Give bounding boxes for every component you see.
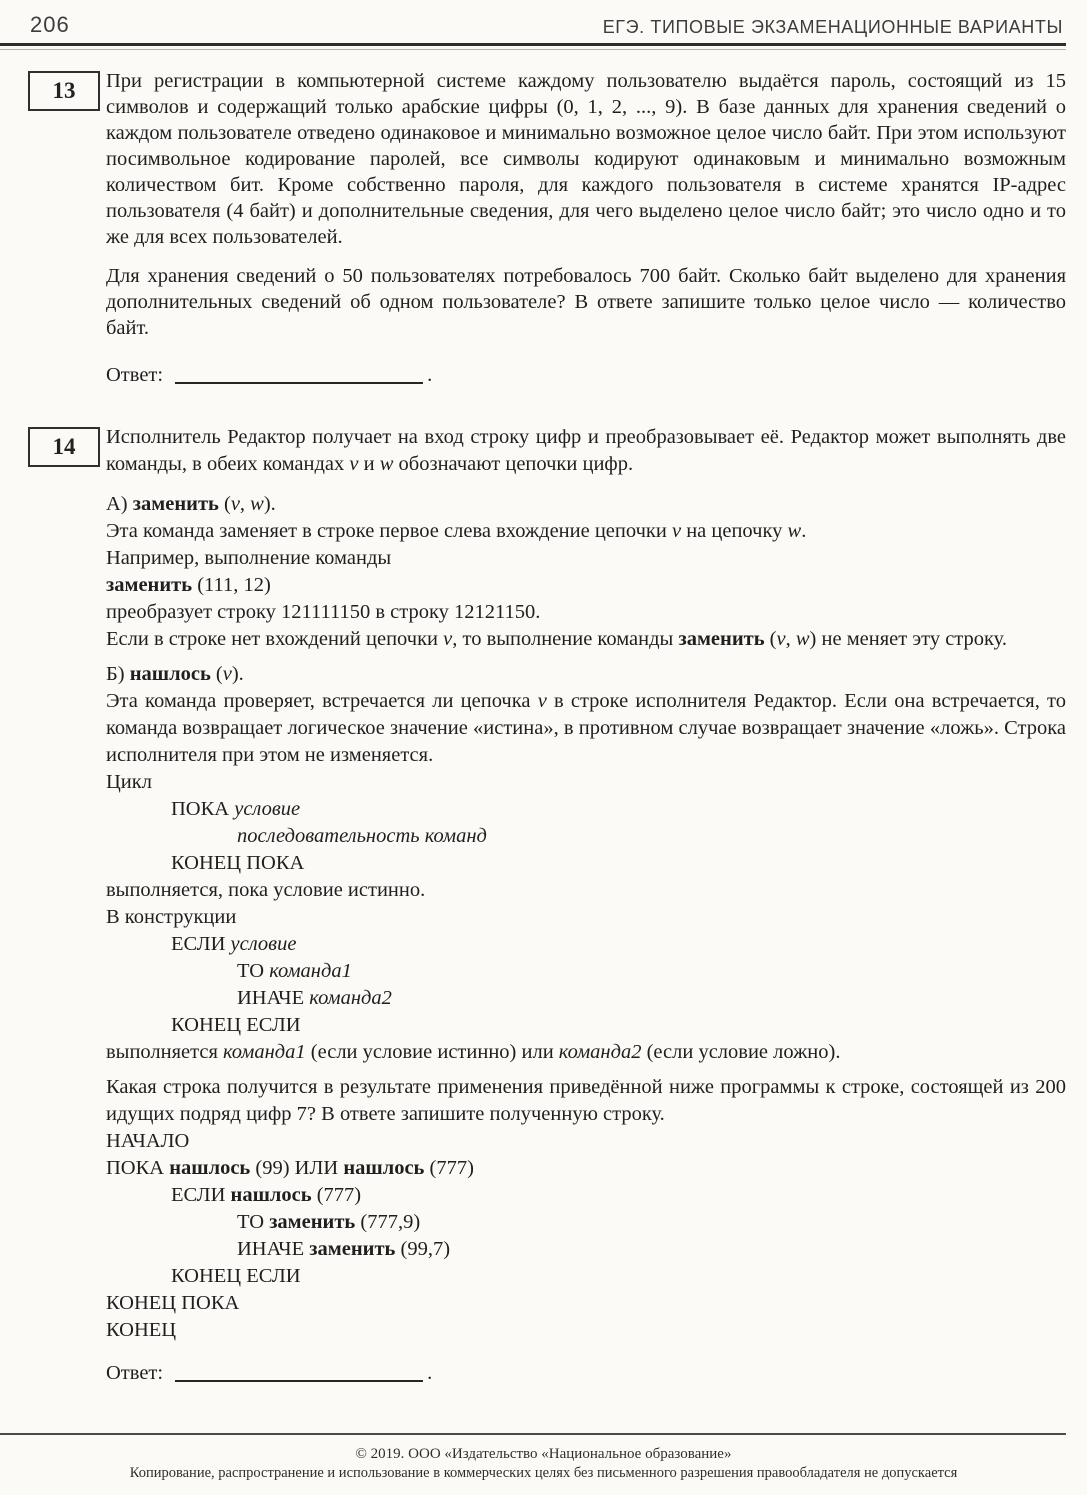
task-13-answer-period: . [427, 364, 433, 386]
task-13-paragraph-2: Для хранения сведений о 50 пользователях потребовалось 700 байт. Сколько байт выделено для хранения дополнительных сведений об одном пользователе? В ответе запишите только целое число — количество байт. [106, 265, 1066, 339]
construct-else-line: ИНАЧЕ команда2 [237, 987, 392, 1009]
task-13-answer-blank [175, 382, 423, 384]
loop-while-line: ПОКА условие [171, 798, 301, 820]
task-13-paragraph-1: При регистрации в компьютерной системе каждому пользователю выдаётся пароль, состоящий из 15 символов и содержащий только арабские цифры (0, 1, 2, ..., 9). В базе данных для хранения сведений о каждом пользователе отведено одинаковое и минимально возможное целое число байт. При этом используют посимвольное кодирование паролей, все символы кодируют одинаковым и минимально возможным количеством бит. Кроме собственно пароля, для каждого пользователя в системе хранятся IP-адрес пользователя (4 байт) и дополнительные сведения, для чего выделено целое число байт; это число одно и то же для всех пользователей. [106, 70, 1066, 248]
command-b-description: Эта команда проверяет, встречается ли цепочка v в строке исполнителя Редактор. Если она встречается, то команда возвращает логическое значение «истина», в противном случае возвращает значение «ложь». Строка исполнителя при этом не изменяется. [106, 690, 1066, 766]
task-14-question: Какая строка получится в результате применения приведённой ниже программы к строке, состоящей из 200 идущих подряд цифр 7? В ответе запишите полученную строку. [106, 1076, 1066, 1125]
task-14-answer-line [106, 1360, 1066, 1386]
task-14-answer-period: . [427, 1362, 433, 1384]
loop-end-line: КОНЕЦ ПОКА [171, 852, 305, 874]
task-14-number-badge: 14 [28, 427, 100, 467]
construct-then-line: ТО команда1 [237, 960, 352, 982]
footer-copyright: © 2019. ООО «Издательство «Национальное образование» [355, 1446, 732, 1462]
loop-note: выполняется, пока условие истинно. [106, 879, 426, 901]
program-line: ЕСЛИ нашлось (777) [171, 1184, 362, 1206]
program-line: КОНЕЦ ЕСЛИ [171, 1265, 301, 1287]
example-command: заменить (111, 12) [106, 574, 271, 596]
header-divider [0, 43, 1066, 50]
construct-note: выполняется команда1 (если условие истинно) или команда2 (если условие ложно). [106, 1041, 841, 1063]
task-14-intro: Исполнитель Редактор получает на вход строку цифр и преобразовывает её. Редактор может выполнять две команды, в обеих командах v и w обозначают цепочки цифр. [106, 426, 1066, 475]
task-13-answer-line [106, 362, 1066, 388]
page-number: 206 [30, 12, 70, 37]
task-14-answer-label: Ответ: [106, 1362, 164, 1384]
task-13 [52, 68, 1066, 388]
task-13-answer-label: Ответ: [106, 364, 164, 386]
task-14-answer-blank [175, 1380, 423, 1382]
command-b-title: Б) нашлось (v). [106, 663, 244, 685]
construct-if-line: ЕСЛИ условие [171, 933, 297, 955]
task-14 [52, 424, 1066, 1386]
program-line: ИНАЧЕ заменить (99,7) [237, 1238, 451, 1260]
program-line: ПОКА нашлось (99) ИЛИ нашлось (777) [106, 1157, 474, 1179]
program-line: ТО заменить (777,9) [237, 1211, 421, 1233]
loop-body-line: последовательность команд [237, 825, 487, 847]
page-footer [0, 1433, 1087, 1483]
header-title: ЕГЭ. ТИПОВЫЕ ЭКЗАМЕНАЦИОННЫЕ ВАРИАНТЫ [602, 17, 1063, 37]
example-intro: Например, выполнение команды [106, 547, 392, 569]
program-line: КОНЕЦ ПОКА [106, 1292, 240, 1314]
example-result: преобразует строку 121111150 в строку 12121150. [106, 601, 541, 623]
footer-notice: Копирование, распространение и использование в коммерческих целях без письменного разрешения правообладателя не допускается [129, 1465, 958, 1481]
construct-label: В конструкции [106, 906, 237, 928]
loop-label: Цикл [106, 771, 152, 793]
command-a-description: Эта команда заменяет в строке первое слева вхождение цепочки v на цепочку w. [106, 520, 807, 542]
footer-divider [0, 1433, 1066, 1435]
task-13-number-badge: 13 [28, 71, 100, 111]
page-content [52, 68, 1066, 1386]
program-line: НАЧАЛО [106, 1130, 190, 1152]
construct-endif-line: КОНЕЦ ЕСЛИ [171, 1014, 301, 1036]
program-line: КОНЕЦ [106, 1319, 177, 1341]
command-a-note: Если в строке нет вхождений цепочки v, то выполнение команды заменить (v, w) не меняет эту строку. [106, 628, 1008, 650]
command-a-title: А) заменить (v, w). [106, 493, 276, 515]
page-header [30, 12, 1065, 38]
